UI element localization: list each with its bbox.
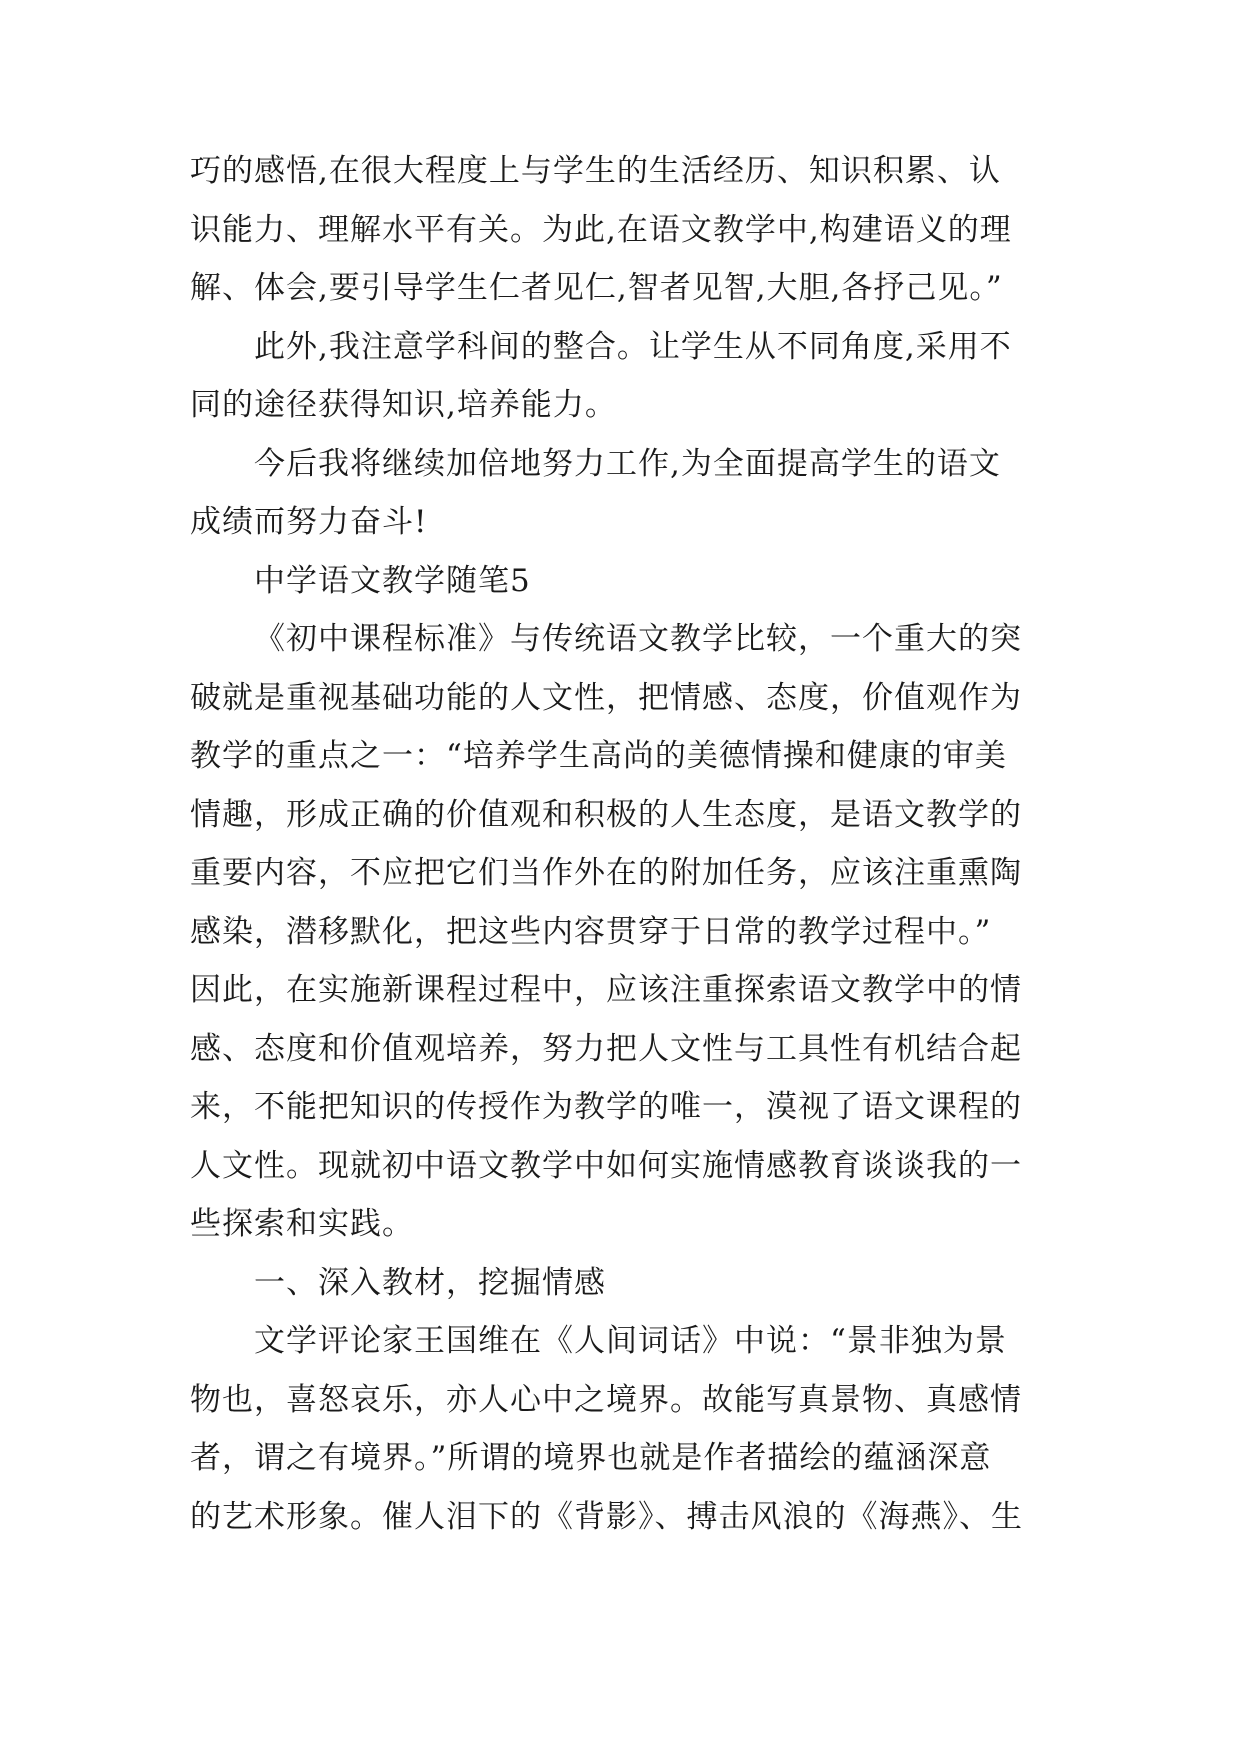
text-line: 的艺术形象。催人泪下的《背影》、搏击风浪的《海燕》、生 [190, 1498, 1023, 1535]
text-line: 文学评论家王国维在《人间词话》中说：“景非独为景 [254, 1323, 1007, 1359]
text-line: 物也，喜怒哀乐，亦人心中之境界。故能写真景物、真感情 [190, 1381, 1022, 1418]
text-line: 人文性。现就初中语文教学中如何实施情感教育谈谈我的一 [190, 1147, 1022, 1184]
text-line: 同的途径获得知识,培养能力。 [190, 387, 617, 423]
text-line: 今后我将继续加倍地努力工作,为全面提高学生的语文 [254, 445, 1001, 482]
text-line: 重要内容，不应把它们当作外在的附加任务，应该注重熏陶 [190, 855, 1022, 891]
text-line: 破就是重视基础功能的人文性，把情感、态度，价值观作为 [190, 679, 1022, 716]
section-heading: 中学语文教学随笔5 [254, 562, 531, 599]
text-line: 因此，在实施新课程过程中，应该注重探索语文教学中的情 [190, 972, 1022, 1008]
text-line: 《初中课程标准》与传统语文教学比较，一个重大的突 [254, 621, 1022, 657]
document-page [190, 142, 1050, 1546]
text-line: 感、态度和价值观培养，努力把人文性与工具性有机结合起 [190, 1030, 1022, 1067]
text-line: 此外,我注意学科间的整合。让学生从不同角度,采用不 [254, 328, 1012, 365]
text-line: 教学的重点之一：“培养学生高尚的美德情操和健康的审美 [190, 738, 1007, 774]
text-line: 感染，潜移默化，把这些内容贯穿于日常的教学过程中。” [190, 913, 992, 950]
text-line: 识能力、理解水平有关。为此,在语文教学中,构建语义的理 [190, 211, 1012, 248]
subsection-heading: 一、深入教材，挖掘情感 [254, 1264, 606, 1301]
text-line: 成绩而努力奋斗! [190, 504, 428, 540]
text-line: 来，不能把知识的传授作为教学的唯一，漠视了语文课程的 [190, 1089, 1022, 1125]
text-line: 者，谓之有境界。”所谓的境界也就是作者描绘的蕴涵深意 [190, 1440, 992, 1476]
text-line: 情趣，形成正确的价值观和积极的人生态度，是语文教学的 [190, 796, 1022, 833]
text-line: 些探索和实践。 [190, 1206, 414, 1242]
text-line: 巧的感悟,在很大程度上与学生的生活经历、知识积累、认 [190, 153, 1001, 189]
text-line: 解、体会,要引导学生仁者见仁,智者见智,大胆,各抒己见。” [190, 270, 1003, 306]
